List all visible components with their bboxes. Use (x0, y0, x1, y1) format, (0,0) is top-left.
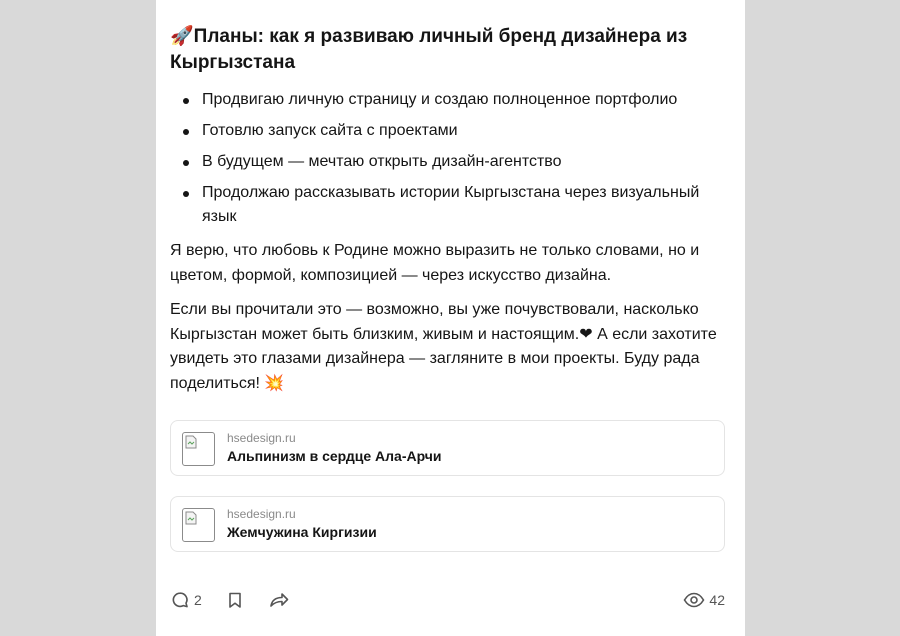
share-button[interactable] (268, 590, 290, 610)
link-domain: hsedesign.ru (227, 507, 296, 521)
link-preview-card[interactable] (170, 420, 725, 476)
paragraph-text: Если вы прочитали это — возможно, вы уже почувствовали, насколько Кыргызстан может быть близким, живым и настоящим. (170, 301, 699, 343)
comment-icon (170, 590, 190, 610)
list-item: Готовлю запуск сайта с проектами (170, 119, 725, 143)
link-title[interactable]: Жемчужина Киргизии (227, 524, 377, 540)
paragraph-text: А если захотите увидеть это глазами дизайнера — загляните в мои проекты. Буду рада поделиться! (170, 325, 717, 392)
comments-button[interactable] (170, 590, 202, 610)
plans-list (170, 88, 725, 229)
heart-emoji: ❤ (579, 325, 593, 343)
broken-image-icon (182, 508, 215, 542)
broken-image-icon (182, 432, 215, 466)
bookmark-button[interactable] (225, 590, 245, 610)
post-title-text: Планы: как я развиваю личный бренд дизайнера из Кыргызстана (170, 26, 688, 73)
post-footer (170, 590, 725, 614)
post-card (156, 0, 745, 636)
comments-count: 2 (194, 592, 202, 608)
post-title (170, 24, 725, 76)
link-title[interactable]: Альпинизм в сердце Ала-Арчи (227, 448, 442, 464)
list-item: В будущем — мечтаю открыть дизайн-агентство (170, 150, 725, 174)
link-preview-card[interactable] (170, 496, 725, 552)
paragraph: Я верю, что любовь к Родине можно выразить не только словами, но и цветом, формой, композицией — через искусство дизайна. (170, 242, 700, 284)
eye-icon (683, 590, 705, 610)
link-domain: hsedesign.ru (227, 431, 296, 445)
post-content (170, 24, 725, 396)
bookmark-icon (225, 590, 245, 610)
rocket-emoji: 🚀 (170, 26, 194, 47)
views-indicator (683, 590, 725, 610)
paragraph (170, 298, 725, 396)
share-icon (268, 590, 290, 610)
list-item: Продолжаю рассказывать истории Кыргызстана через визуальный язык (170, 181, 725, 229)
views-count: 42 (709, 592, 725, 608)
list-item: Продвигаю личную страницу и создаю полноценное портфолио (170, 88, 725, 112)
link-previews (170, 420, 725, 572)
collision-emoji: 💥 (264, 374, 285, 392)
